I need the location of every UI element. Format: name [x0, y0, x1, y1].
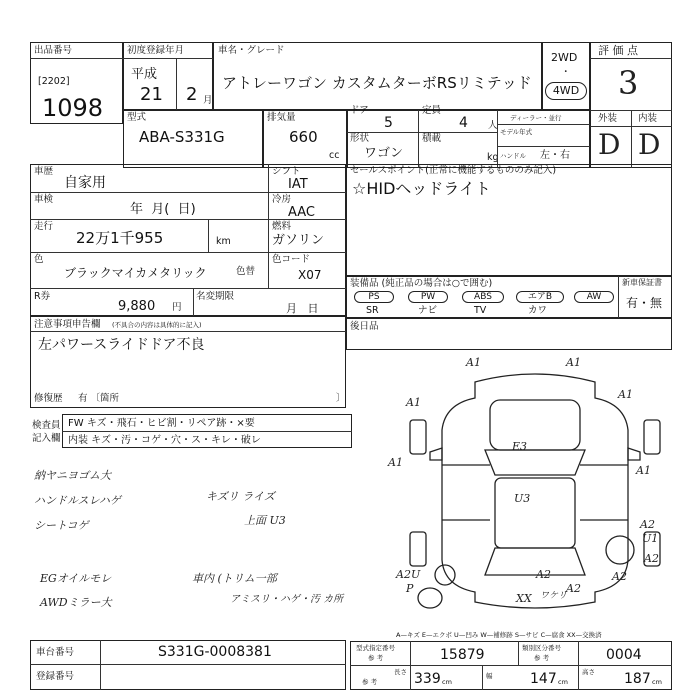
notes-hint: (不具合の内容は具体的に記入) — [112, 321, 202, 329]
recycle-value: 9,880 — [118, 299, 156, 314]
color-label: 色 — [34, 254, 44, 265]
type-designation-sub: 参 考 — [368, 654, 384, 662]
capacity-unit: 人 — [488, 120, 498, 131]
model-year-label: モデル年式 — [500, 128, 533, 136]
repair-close: 〕 — [336, 393, 346, 404]
first-reg-month-unit: 月 — [203, 95, 213, 106]
shape-value: ワゴン — [364, 146, 404, 161]
category-value: 0004 — [606, 647, 642, 663]
diag-u1: U1 — [642, 532, 659, 545]
model-code-value: ABA-S331G — [139, 128, 225, 146]
sales-point-value: ☆HIDヘッドライト — [352, 179, 491, 198]
diag-xx: XX — [516, 592, 532, 605]
title-deadline-label: 名変期限 — [196, 291, 235, 302]
aircon-value: AAC — [288, 205, 315, 220]
equip-abs: ABS — [462, 291, 504, 303]
history-label: 車歴 — [34, 166, 54, 177]
diag-e3: E3 — [512, 440, 528, 453]
hand-note-6: キズリ ライズ — [206, 490, 275, 503]
new-warranty-label: 新車保証書 — [622, 278, 662, 287]
displacement-label: 排気量 — [267, 112, 296, 123]
color-value: ブラックマイカメタリック — [64, 266, 207, 280]
width-unit: cm — [558, 678, 568, 686]
color-code-label: 色コード — [272, 254, 311, 265]
length-value: 339 — [414, 671, 441, 687]
hand-note-3: シートコゲ — [34, 519, 89, 532]
diag-p: P — [406, 582, 414, 595]
drive-4wd: 4WD — [545, 82, 587, 100]
repair-label: 修復歴 — [34, 393, 63, 404]
damage-legend: A—キズ E—エクボ U—凹み W—補修跡 S—サビ C—腐食 XX—交換済 — [396, 631, 602, 639]
mileage-unit: km — [216, 236, 231, 247]
reg-no-label: 登録番号 — [36, 671, 75, 682]
diag-a2-2: A2 — [644, 552, 659, 565]
category-sub: 参 考 — [534, 654, 550, 662]
inspection-label: 車検 — [34, 194, 54, 205]
capacity-label: 定員 — [422, 105, 442, 116]
width-label: 幅 — [486, 672, 493, 680]
inspector-label-2: 記入欄 — [32, 433, 61, 444]
repair-value: 有 〔箇所 — [78, 393, 120, 404]
category-label: 類別区分番号 — [522, 644, 561, 652]
hand-note-7: 上面 U3 — [244, 514, 286, 527]
exterior-grade: D — [598, 128, 621, 161]
equip-ps: PS — [354, 291, 394, 303]
model-code-label: 型式 — [127, 112, 147, 123]
diag-a2u: A2U — [396, 568, 421, 581]
chassis-value: S331G-0008381 — [158, 644, 272, 660]
aircon-label: 冷房 — [272, 194, 292, 205]
shift-label: シフト — [272, 166, 301, 177]
fuel-value: ガソリン — [272, 233, 325, 248]
chassis-label: 車台番号 — [36, 647, 75, 658]
new-warranty-value: 有・無 — [626, 296, 663, 310]
notes-label: 注意事項申告欄 — [34, 319, 101, 330]
inspector-row-1: FW キズ・飛石・ヒビ割・リペア跡・×要 — [68, 418, 255, 429]
handle-value: 左・右 — [540, 150, 570, 161]
title-deadline-value: 月 日 — [286, 302, 319, 315]
hand-note-5: AWDミラー大 — [40, 596, 112, 609]
dims-sub: 参 考 — [362, 678, 378, 686]
rear-seat-label: 後日品 — [350, 321, 379, 332]
hand-note-4: EGオイルモレ — [40, 572, 112, 585]
equip-navi: ナビ — [418, 305, 438, 316]
diag-a1-3: A1 — [406, 396, 421, 409]
doors-value: 5 — [384, 115, 393, 131]
diag-a2-4: A2 — [612, 570, 627, 583]
sales-point-label: セールスポイント(正常に機能するもののみ記入) — [350, 165, 557, 176]
dealer-label: ディーラー・並行 — [510, 114, 562, 122]
type-designation-value: 15879 — [440, 647, 485, 663]
first-reg-era: 平成 — [131, 67, 158, 82]
first-reg-month: 2 — [186, 84, 198, 105]
equip-pw: PW — [408, 291, 448, 303]
diag-a2-3: A2 — [536, 568, 551, 581]
equip-aw: AW — [574, 291, 614, 303]
lot-number: 1098 — [42, 94, 104, 122]
equip-airbag: エアB — [516, 291, 564, 303]
height-value: 187 — [624, 671, 651, 687]
car-diagram — [390, 360, 680, 618]
height-unit: cm — [652, 678, 662, 686]
hand-note-9: アミスリ・ハゲ・汚 カ所 — [230, 594, 344, 605]
doors-label: ドア — [350, 105, 369, 116]
mileage-value: 22万1千955 — [76, 229, 164, 247]
equip-sr: SR — [366, 305, 379, 316]
grade-label: 評 価 点 — [598, 44, 638, 57]
equipment-label: 装備品 (純正品の場合は○で囲む) — [350, 278, 493, 289]
displacement-unit: cc — [329, 150, 340, 161]
width-value: 147 — [530, 671, 557, 687]
displacement-value: 660 — [289, 128, 318, 146]
load-unit: kg — [487, 152, 499, 163]
drive-2wd: 2WD — [551, 51, 578, 64]
diag-u3: U3 — [514, 492, 531, 505]
exterior-label: 外装 — [598, 113, 618, 124]
inspector-row-2: 内装 キズ・汚・コゲ・穴・ス・キレ・破レ — [68, 435, 261, 446]
equip-leather: カワ — [528, 305, 548, 316]
diag-a2-1: A2 — [640, 518, 655, 531]
hand-note-2: ハンドルスレハゲ — [34, 494, 121, 507]
model-name-value: アトレーワゴン カスタムターボRSリミテッド — [222, 74, 532, 92]
load-label: 積載 — [422, 133, 442, 144]
color-code-value: X07 — [298, 268, 322, 282]
interior-label: 内装 — [638, 113, 658, 124]
model-name-label: 車名・グレード — [218, 45, 285, 56]
drive-dot: ・ — [561, 67, 571, 78]
diag-a2-5: A2 — [566, 582, 581, 595]
notes-value: 左パワースライドドア不良 — [38, 337, 205, 353]
hand-note-8: 車内 (トリム一部 — [192, 572, 277, 585]
type-designation-label: 型式指定番号 — [356, 644, 395, 652]
shift-value: IAT — [288, 177, 308, 192]
shape-label: 形状 — [350, 133, 370, 144]
recycle-label: R券 — [34, 291, 51, 302]
diag-a1-6: A1 — [636, 464, 651, 477]
mileage-label: 走行 — [34, 221, 54, 232]
capacity-value: 4 — [459, 115, 468, 131]
first-reg-label: 初度登録年月 — [127, 45, 185, 56]
lot-session: [2202] — [38, 76, 70, 87]
grade-value: 3 — [618, 64, 639, 102]
equip-tv: TV — [474, 305, 487, 316]
recycle-unit: 円 — [172, 302, 182, 313]
length-label: 長さ — [394, 668, 407, 676]
diag-a1-4: A1 — [618, 388, 633, 401]
diag-wakeri: ワケリ — [540, 591, 568, 601]
height-label: 高さ — [582, 668, 595, 676]
history-value: 自家用 — [64, 175, 106, 191]
length-unit: cm — [442, 678, 452, 686]
diag-a1-1: A1 — [466, 356, 481, 369]
color-change-label: 色替 — [236, 266, 256, 277]
inspector-label-1: 検査員 — [32, 420, 61, 431]
fuel-label: 燃料 — [272, 221, 292, 232]
inspection-value: 年 月( 日) — [130, 202, 196, 217]
lot-label: 出品番号 — [34, 45, 73, 56]
diag-a1-5: A1 — [388, 456, 403, 469]
first-reg-year: 21 — [140, 84, 163, 105]
hand-note-1: 納ヤニヨゴム大 — [34, 469, 111, 482]
diag-a1-2: A1 — [566, 356, 581, 369]
rear-seat-box — [346, 318, 672, 350]
interior-grade: D — [638, 128, 661, 161]
handle-label: ハンドル — [500, 152, 526, 160]
